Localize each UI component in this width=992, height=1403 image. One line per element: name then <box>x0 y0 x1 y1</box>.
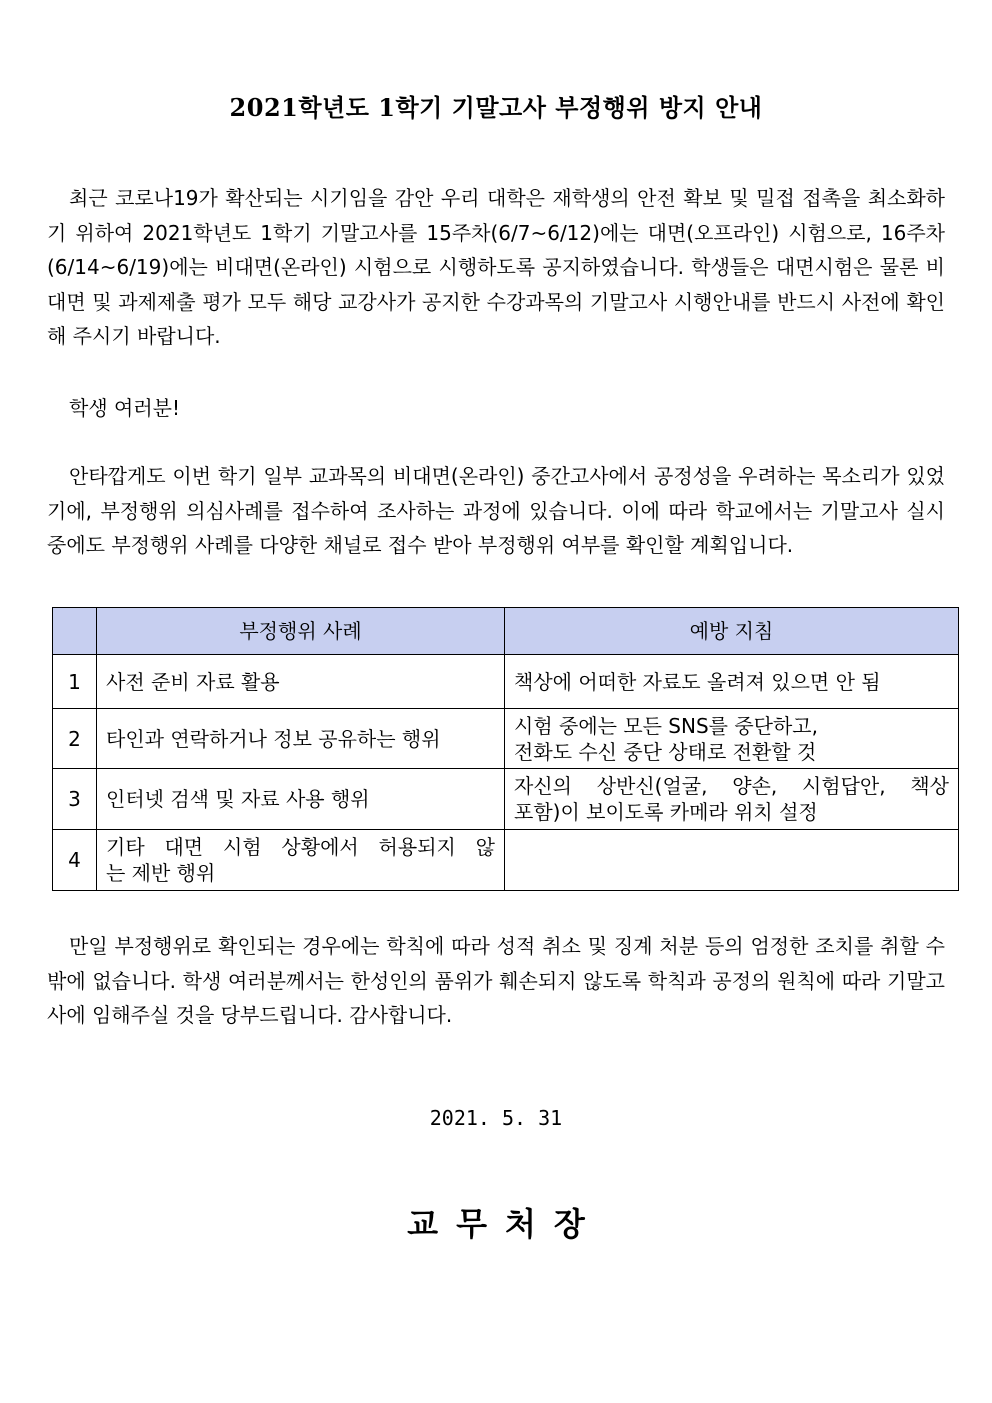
table-header-row <box>53 608 959 655</box>
case-cell <box>97 830 505 891</box>
case-line: 기타 대면 시험 상황에서 허용되지 않 <box>106 835 495 859</box>
header-case-cell: 부정행위 사례 <box>97 608 505 655</box>
row-number: 4 <box>53 830 97 891</box>
guide-cell <box>505 769 959 830</box>
table-row <box>53 655 959 709</box>
guide-line: 전화도 수신 중단 상태로 전환할 것 <box>514 739 817 764</box>
case-line: 는 제반 행위 <box>106 861 216 885</box>
warning-paragraph: 만일 부정행위로 확인되는 경우에는 학칙에 따라 성적 취소 및 징계 처분 등의 엄정한 조치를 취할 수 밖에 없습니다. 학생 여러분께서는 한성인의 품위가 훼손되지 않도록 학칙과 공정의 원칙에 따라 기말고사에 임해주실 것을 당부드립니다. 감사합니다. <box>47 934 945 1027</box>
guide-cell: 책상에 어떠한 자료도 올려져 있으면 안 됨 <box>505 655 959 709</box>
document-title: 2021학년도 1학기 기말고사 부정행위 방지 안내 <box>229 93 763 122</box>
case-cell: 타인과 연락하거나 정보 공유하는 행위 <box>97 709 505 769</box>
guide-cell <box>505 709 959 769</box>
guide-cell <box>505 830 959 891</box>
signature-office: 교무처장 <box>407 1205 603 1243</box>
row-number: 1 <box>53 655 97 709</box>
row-number: 3 <box>53 769 97 830</box>
context-paragraph: 안타깝게도 이번 학기 일부 교과목의 비대면(온라인) 중간고사에서 공정성을 우려하는 목소리가 있었기에, 부정행위 의심사례를 접수하여 조사하는 과정에 있습니다. 이에 따라 학교에서는 기말고사 실시 중에도 부정행위 사례를 다양한 채널로 접수 받아 부정행위 여부를 확인할 계획입니다. <box>47 464 945 557</box>
guide-line: 자신의 상반신(얼굴, 양손, 시험답안, 책상 <box>514 774 949 798</box>
table-row <box>53 830 959 891</box>
cheating-prevention-table <box>52 607 959 891</box>
case-cell: 사전 준비 자료 활용 <box>97 655 505 709</box>
row-number: 2 <box>53 709 97 769</box>
guide-line: 시험 중에는 모든 SNS를 중단하고, <box>514 713 818 738</box>
issue-date: 2021. 5. 31 <box>429 1106 563 1130</box>
case-cell: 인터넷 검색 및 자료 사용 행위 <box>97 769 505 830</box>
header-guide-cell: 예방 지침 <box>505 608 959 655</box>
intro-paragraph: 최근 코로나19가 확산되는 시기임을 감안 우리 대학은 재학생의 안전 확보 및 밀접 접촉을 최소화하기 위하여 2021학년도 1학기 기말고사를 15주차(6/7~6/12)에는 대면(오프라인) 시험으로, 16주차(6/14~6/19)에는 비대면(온라인) 시험으로 시행하도록 공지하였습니다. 학생들은 대면시험은 물론 비대면 및 과제제출 평가 모두 해당 교강사가 공지한 수강과목의 기말고사 시행안내를 반드시 사전에 확인해 주시기 바랍니다. <box>47 186 945 348</box>
guide-line: 포함)이 보이도록 카메라 위치 설정 <box>514 800 818 824</box>
table-row <box>53 769 959 830</box>
header-number-cell <box>53 608 97 655</box>
greeting-line: 학생 여러분! <box>69 396 180 420</box>
table-row <box>53 709 959 769</box>
